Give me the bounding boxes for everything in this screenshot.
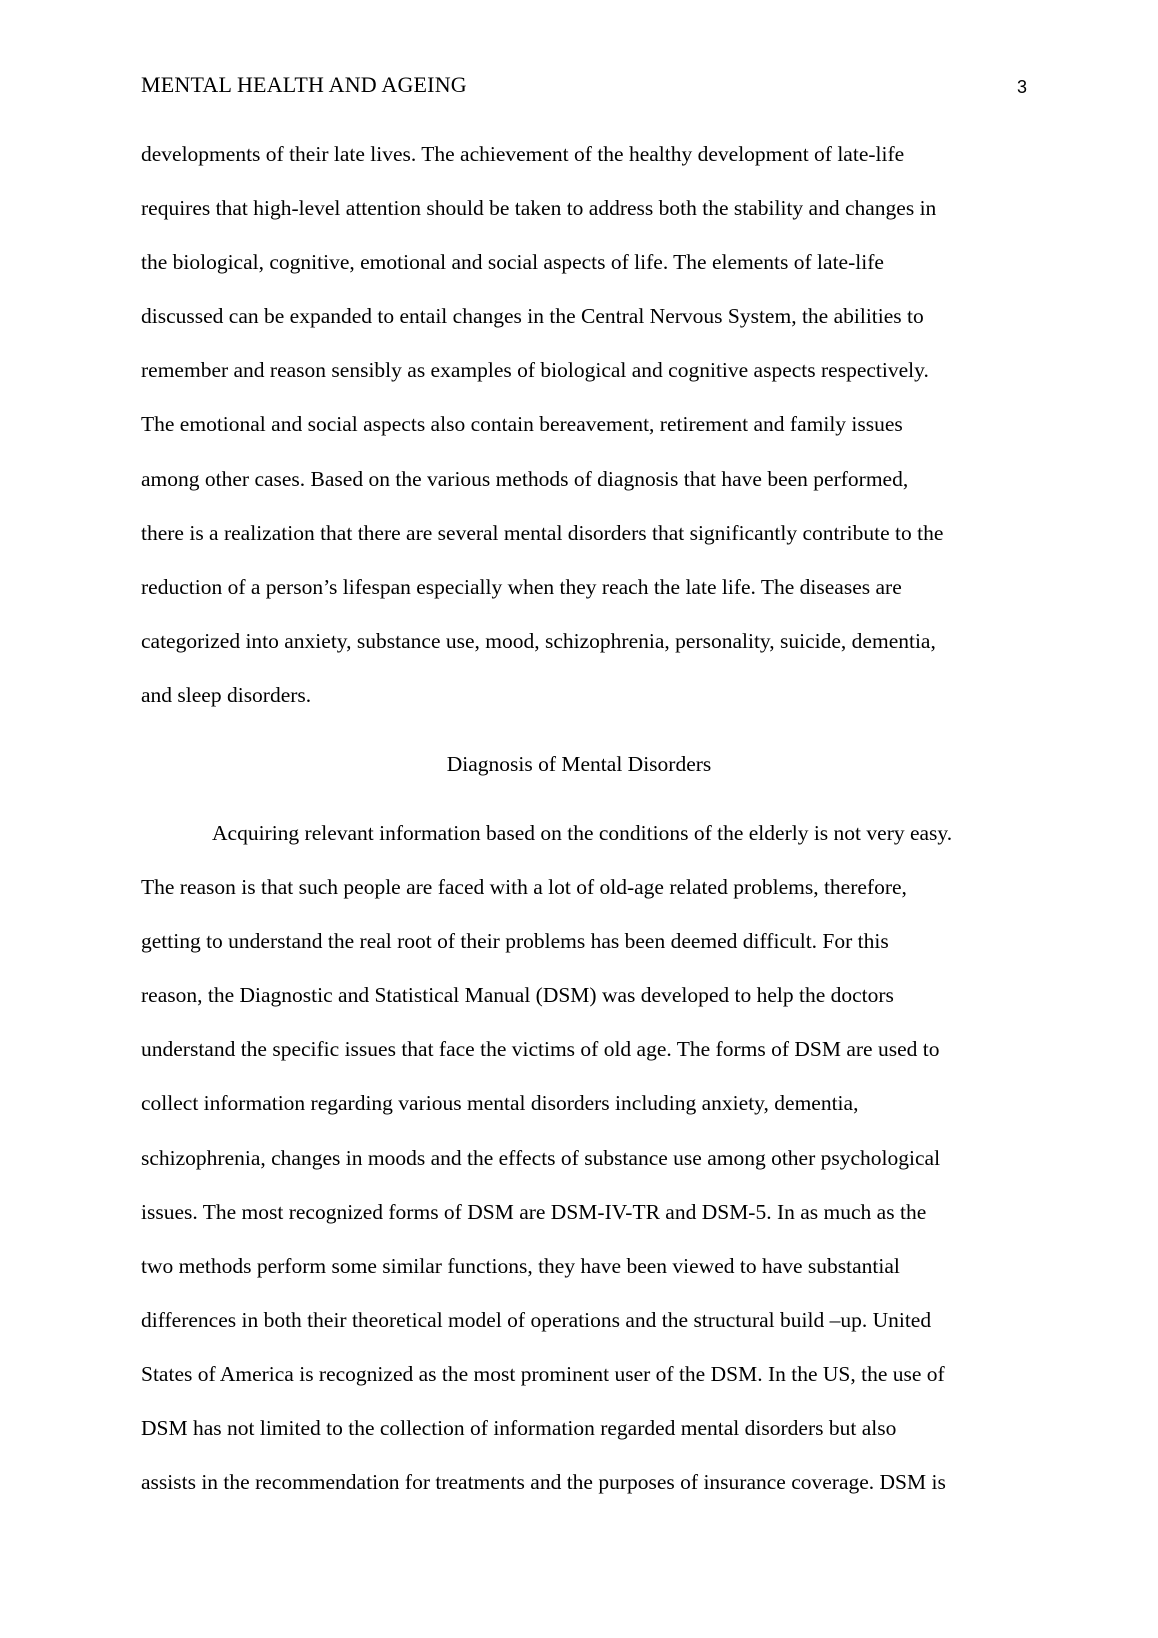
text-line: developments of their late lives. The achievement of the healthy development of late-life [141, 142, 905, 166]
text-line: The reason is that such people are faced with a lot of old-age related problems, therefore, [141, 875, 907, 900]
text-line: discussed can be expanded to entail changes in the Central Nervous System, the abilities to [141, 304, 924, 329]
text-line: among other cases. Based on the various methods of diagnosis that have been performed, [141, 466, 909, 491]
text-line: understand the specific issues that face the victims of old age. The forms of DSM are used to [141, 1037, 940, 1062]
text-line: DSM has not limited to the collection of information regarded mental disorders but also [141, 1416, 897, 1441]
section-heading: Diagnosis of Mental Disorders [446, 752, 712, 776]
page-number: 3 [1016, 77, 1027, 97]
paragraph-2 [141, 818, 1041, 1521]
text-line: collect information regarding various mental disorders including anxiety, dementia, [141, 1091, 859, 1116]
text-line: two methods perform some similar functions, they have been viewed to have substantial [141, 1253, 900, 1278]
paragraph-1 [141, 139, 1041, 734]
text-line: requires that high-level attention should be taken to address both the stability and changes in [141, 196, 937, 221]
text-line: The emotional and social aspects also contain bereavement, retirement and family issues [141, 412, 903, 437]
text-line: States of America is recognized as the most prominent user of the DSM. In the US, the use of [141, 1361, 945, 1386]
text-line: Acquiring relevant information based on the conditions of the elderly is not very easy. [212, 821, 953, 845]
text-line: schizophrenia, changes in moods and the effects of substance use among other psychological [141, 1145, 941, 1170]
text-line: assists in the recommendation for treatments and the purposes of insurance coverage. DSM is [141, 1470, 946, 1495]
text-line: reduction of a person’s lifespan especially when they reach the late life. The diseases are [141, 574, 902, 599]
text-line: and sleep disorders. [141, 682, 312, 707]
text-line: categorized into anxiety, substance use, mood, schizophrenia, personality, suicide, dementia, [141, 628, 936, 653]
text-line: remember and reason sensibly as examples of biological and cognitive aspects respectively. [141, 358, 929, 383]
text-line: the biological, cognitive, emotional and social aspects of life. The elements of late-life [141, 250, 884, 275]
text-line: there is a realization that there are several mental disorders that significantly contribute to the [141, 520, 944, 545]
text-line: differences in both their theoretical model of operations and the structural build –up. United [141, 1307, 932, 1332]
running-head: MENTAL HEALTH AND AGEING [141, 72, 467, 97]
text-line: reason, the Diagnostic and Statistical Manual (DSM) was developed to help the doctors [141, 983, 894, 1008]
text-line: issues. The most recognized forms of DSM are DSM-IV-TR and DSM-5. In as much as the [141, 1199, 927, 1224]
text-line: getting to understand the real root of their problems has been deemed difficult. For this [141, 929, 889, 954]
